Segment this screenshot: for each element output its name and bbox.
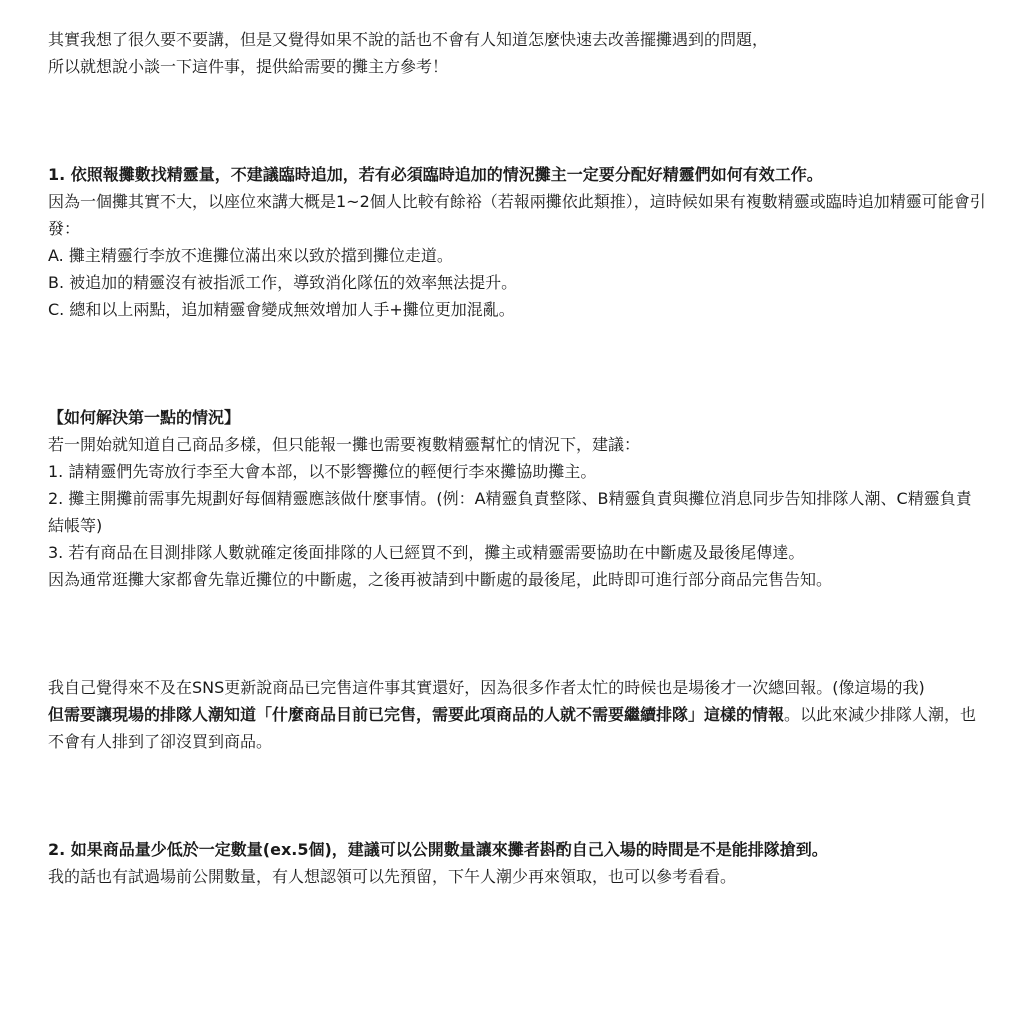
spacer: [48, 80, 986, 161]
intro-line-2: 所以就想說小談一下這件事，提供給需要的攤主方參考！: [48, 57, 449, 76]
opinion-tail-text: 。以此來減少排隊人潮，也不會有人排到了卻沒買到商品。: [48, 705, 977, 751]
solution-heading: 【如何解決第一點的情況】: [48, 408, 241, 427]
point-1-item-a: A. 攤主精靈行李放不進攤位滿出來以致於擋到攤位走道。: [48, 246, 453, 265]
solution-item-2: 2. 攤主開攤前需事先規劃好每個精靈應該做什麼事情。(例：A精靈負責整隊、B精靈負責與攤位消息同步告知排隊人潮、C精靈負責結帳等): [48, 489, 972, 535]
spacer: [48, 755, 986, 836]
spacer: [48, 323, 986, 404]
point-1-item-c: C. 總和以上兩點，追加精靈會變成無效增加人手+攤位更加混亂。: [48, 300, 515, 319]
spacer: [48, 593, 986, 674]
opinion-text: 我自己覺得來不及在SNS更新說商品已完售這件事其實還好，因為很多作者太忙的時候也是場後才一次總回報。(像這場的我): [48, 678, 925, 697]
solution-note: 因為通常逛攤大家都會先靠近攤位的中斷處，之後再被請到中斷處的最後尾，此時即可進行部分商品完售告知。: [48, 570, 833, 589]
point-1-heading: 1. 依照報攤數找精靈量，不建議臨時追加，若有必須臨時追加的情況攤主一定要分配好精靈們如何有效工作。: [48, 165, 823, 184]
point-1-item-b: B. 被追加的精靈沒有被指派工作，導致消化隊伍的效率無法提升。: [48, 273, 518, 292]
intro-paragraph: [48, 26, 986, 80]
solution-item-3: 3. 若有商品在目測排隊人數就確定後面排隊的人已經買不到，攤主或精靈需要協助在中斷處及最後尾傳達。: [48, 543, 805, 562]
solution-item-1: 1. 請精靈們先寄放行李至大會本部，以不影響攤位的輕便行李來攤協助攤主。: [48, 462, 597, 481]
solution-intro: 若一開始就知道自己商品多樣，但只能報一攤也需要複數精靈幫忙的情況下，建議：: [48, 435, 641, 454]
opinion-paragraph: [48, 674, 986, 755]
point-2-body: 我的話也有試過場前公開數量，有人想認領可以先預留，下午人潮少再來領取，也可以參考看看。: [48, 867, 737, 886]
point-2-heading: 2. 如果商品量少低於一定數量(ex.5個)，建議可以公開數量讓來攤者斟酌自己入場的時間是不是能排隊搶到。: [48, 840, 828, 859]
intro-line-1: 其實我想了很久要不要講，但是又覺得如果不說的話也不會有人知道怎麼快速去改善擺攤遇到的問題，: [48, 30, 769, 49]
point-1-body: 因為一個攤其實不大，以座位來講大概是1~2個人比較有餘裕（若報兩攤依此類推），這時候如果有複數精靈或臨時追加精靈可能會引發：: [48, 192, 986, 238]
opinion-bold-text: 但需要讓現場的排隊人潮知道「什麼商品目前已完售，需要此項商品的人就不需要繼續排隊」這樣的情報: [48, 705, 785, 724]
